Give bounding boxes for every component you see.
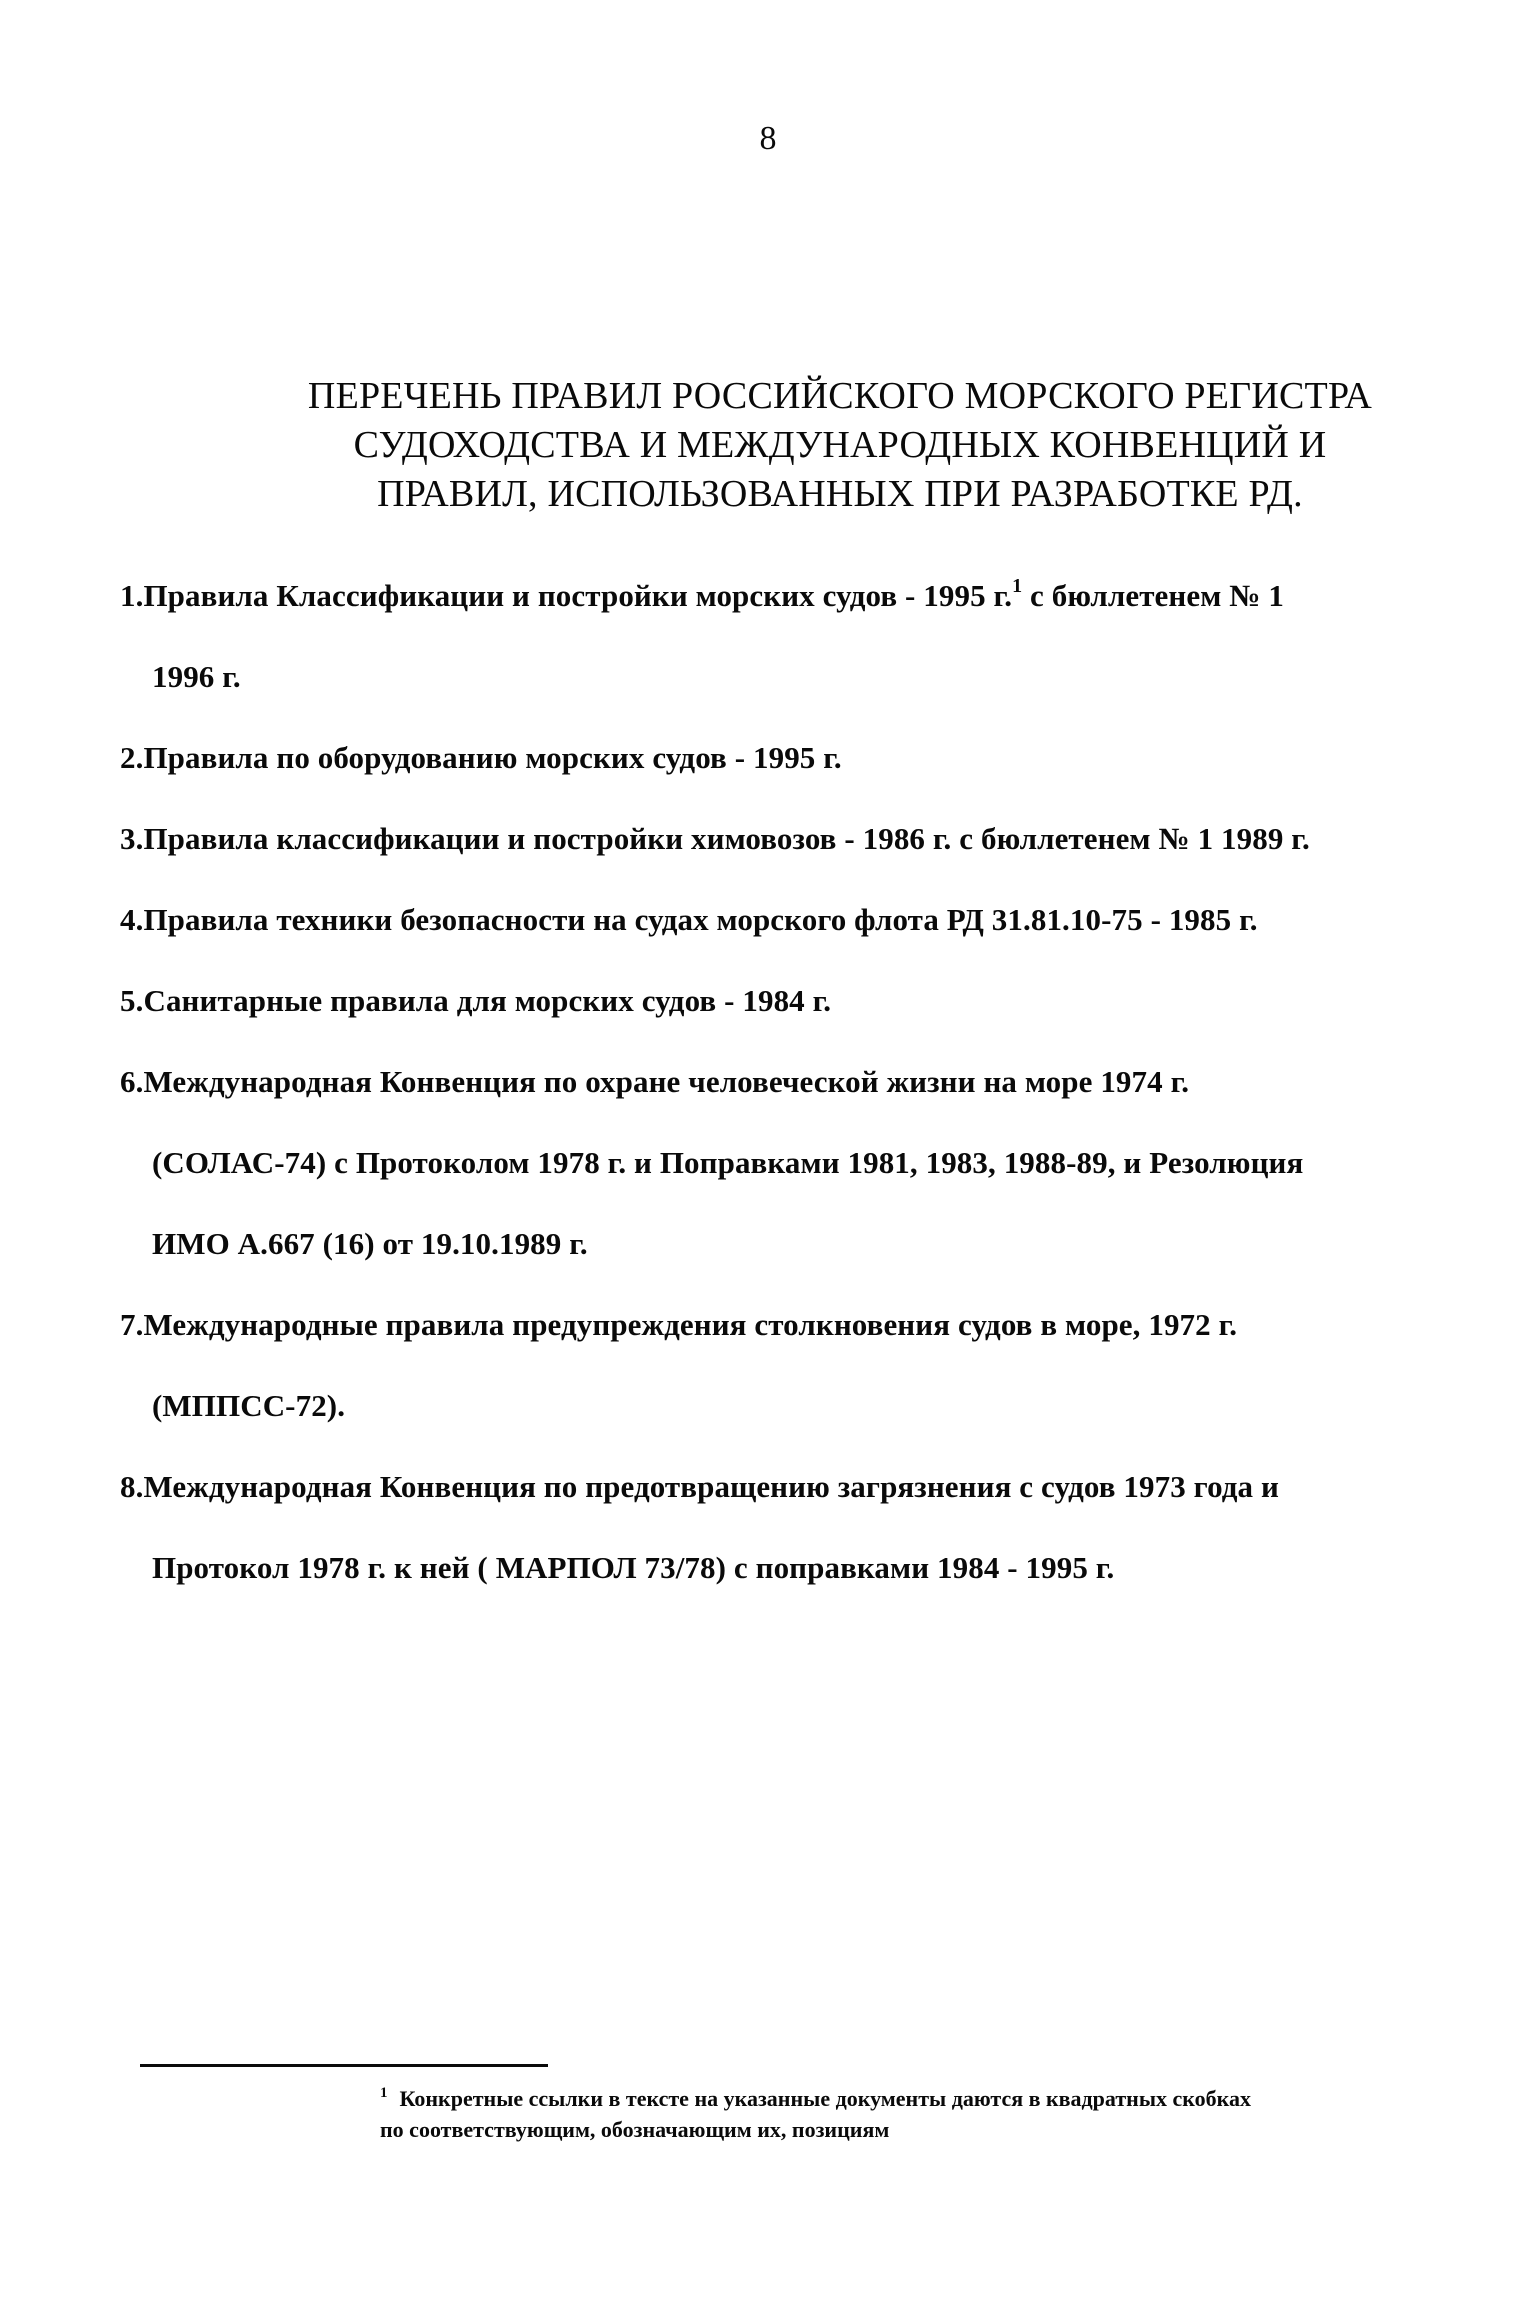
title-line-3: ПРАВИЛ, ИСПОЛЬЗОВАННЫХ ПРИ РАЗРАБОТКЕ РД. [377, 473, 1303, 515]
list-item-7 [120, 1284, 1420, 1365]
item-text: Международная Конвенция по предотвращению загрязнения с судов 1973 года и [143, 1469, 1279, 1504]
document-title [290, 372, 1390, 519]
item-number: 5. [120, 983, 144, 1018]
item-text: Правила техники безопасности на судах морского флота РД 31.81.10-75 - 1985 г. [143, 902, 1258, 937]
list-item-7-continuation: (МППСС-72). [152, 1388, 346, 1423]
list-item-8 [120, 1446, 1420, 1527]
item-text: Международная Конвенция по охране человеческой жизни на море 1974 г. [143, 1064, 1190, 1099]
item-number: 7. [120, 1307, 144, 1342]
item-text: Правила Классификации и постройки морских судов - 1995 г. [143, 578, 1013, 613]
item-number: 8. [120, 1469, 144, 1504]
item-number: 2. [120, 740, 144, 775]
item-text: Правила классификации и постройки химовозов - 1986 г. с бюллетенем № 1 1989 г. [143, 821, 1310, 856]
list-item-3 [120, 798, 1420, 879]
title-line-2: СУДОХОДСТВА И МЕЖДУНАРОДНЫХ КОНВЕНЦИЙ И [353, 424, 1327, 466]
footnote-marker: 1 [380, 2085, 388, 2101]
list-item-6-continuation-2: ИМО А.667 (16) от 19.10.1989 г. [152, 1226, 588, 1261]
list-item-1 [120, 555, 1420, 636]
item-text: Правила по оборудованию морских судов - 1995 г. [143, 740, 842, 775]
item-number: 4. [120, 902, 144, 937]
list-item-6-continuation-1: (СОЛАС-74) с Протоколом 1978 г. и Поправками 1981, 1983, 1988-89, и Резолюция [152, 1145, 1304, 1180]
footnote-reference: 1 [1012, 575, 1023, 597]
list-item-1-continuation: 1996 г. [152, 659, 241, 694]
item-number: 6. [120, 1064, 144, 1099]
list-item-5 [120, 960, 1420, 1041]
item-text: Международные правила предупреждения столкновения судов в море, 1972 г. [143, 1307, 1238, 1342]
list-item-2 [120, 717, 1420, 798]
footnote-text: Конкретные ссылки в тексте на указанные документы даются в квадратных скобках [399, 2086, 1251, 2111]
page-number: 8 [759, 120, 777, 157]
list-item-4 [120, 879, 1420, 960]
item-number: 1. [120, 578, 144, 613]
rules-list [120, 555, 1420, 1608]
footnote-line-2: по соответствующим, обозначающим их, позициям [380, 2117, 890, 2142]
title-line-1: ПЕРЕЧЕНЬ ПРАВИЛ РОССИЙСКОГО МОРСКОГО РЕГИСТРА [307, 375, 1373, 417]
item-text: Санитарные правила для морских судов - 1984 г. [143, 983, 832, 1018]
item-number: 3. [120, 821, 144, 856]
footnote-divider [140, 2064, 548, 2067]
list-item-8-continuation: Протокол 1978 г. к ней ( МАРПОЛ 73/78) с поправками 1984 - 1995 г. [152, 1550, 1115, 1585]
footnote [380, 2083, 1430, 2145]
list-item-6 [120, 1041, 1420, 1122]
item-text-continued: с бюллетенем № 1 [1022, 578, 1284, 613]
footnote-line-1 [380, 2083, 1430, 2114]
